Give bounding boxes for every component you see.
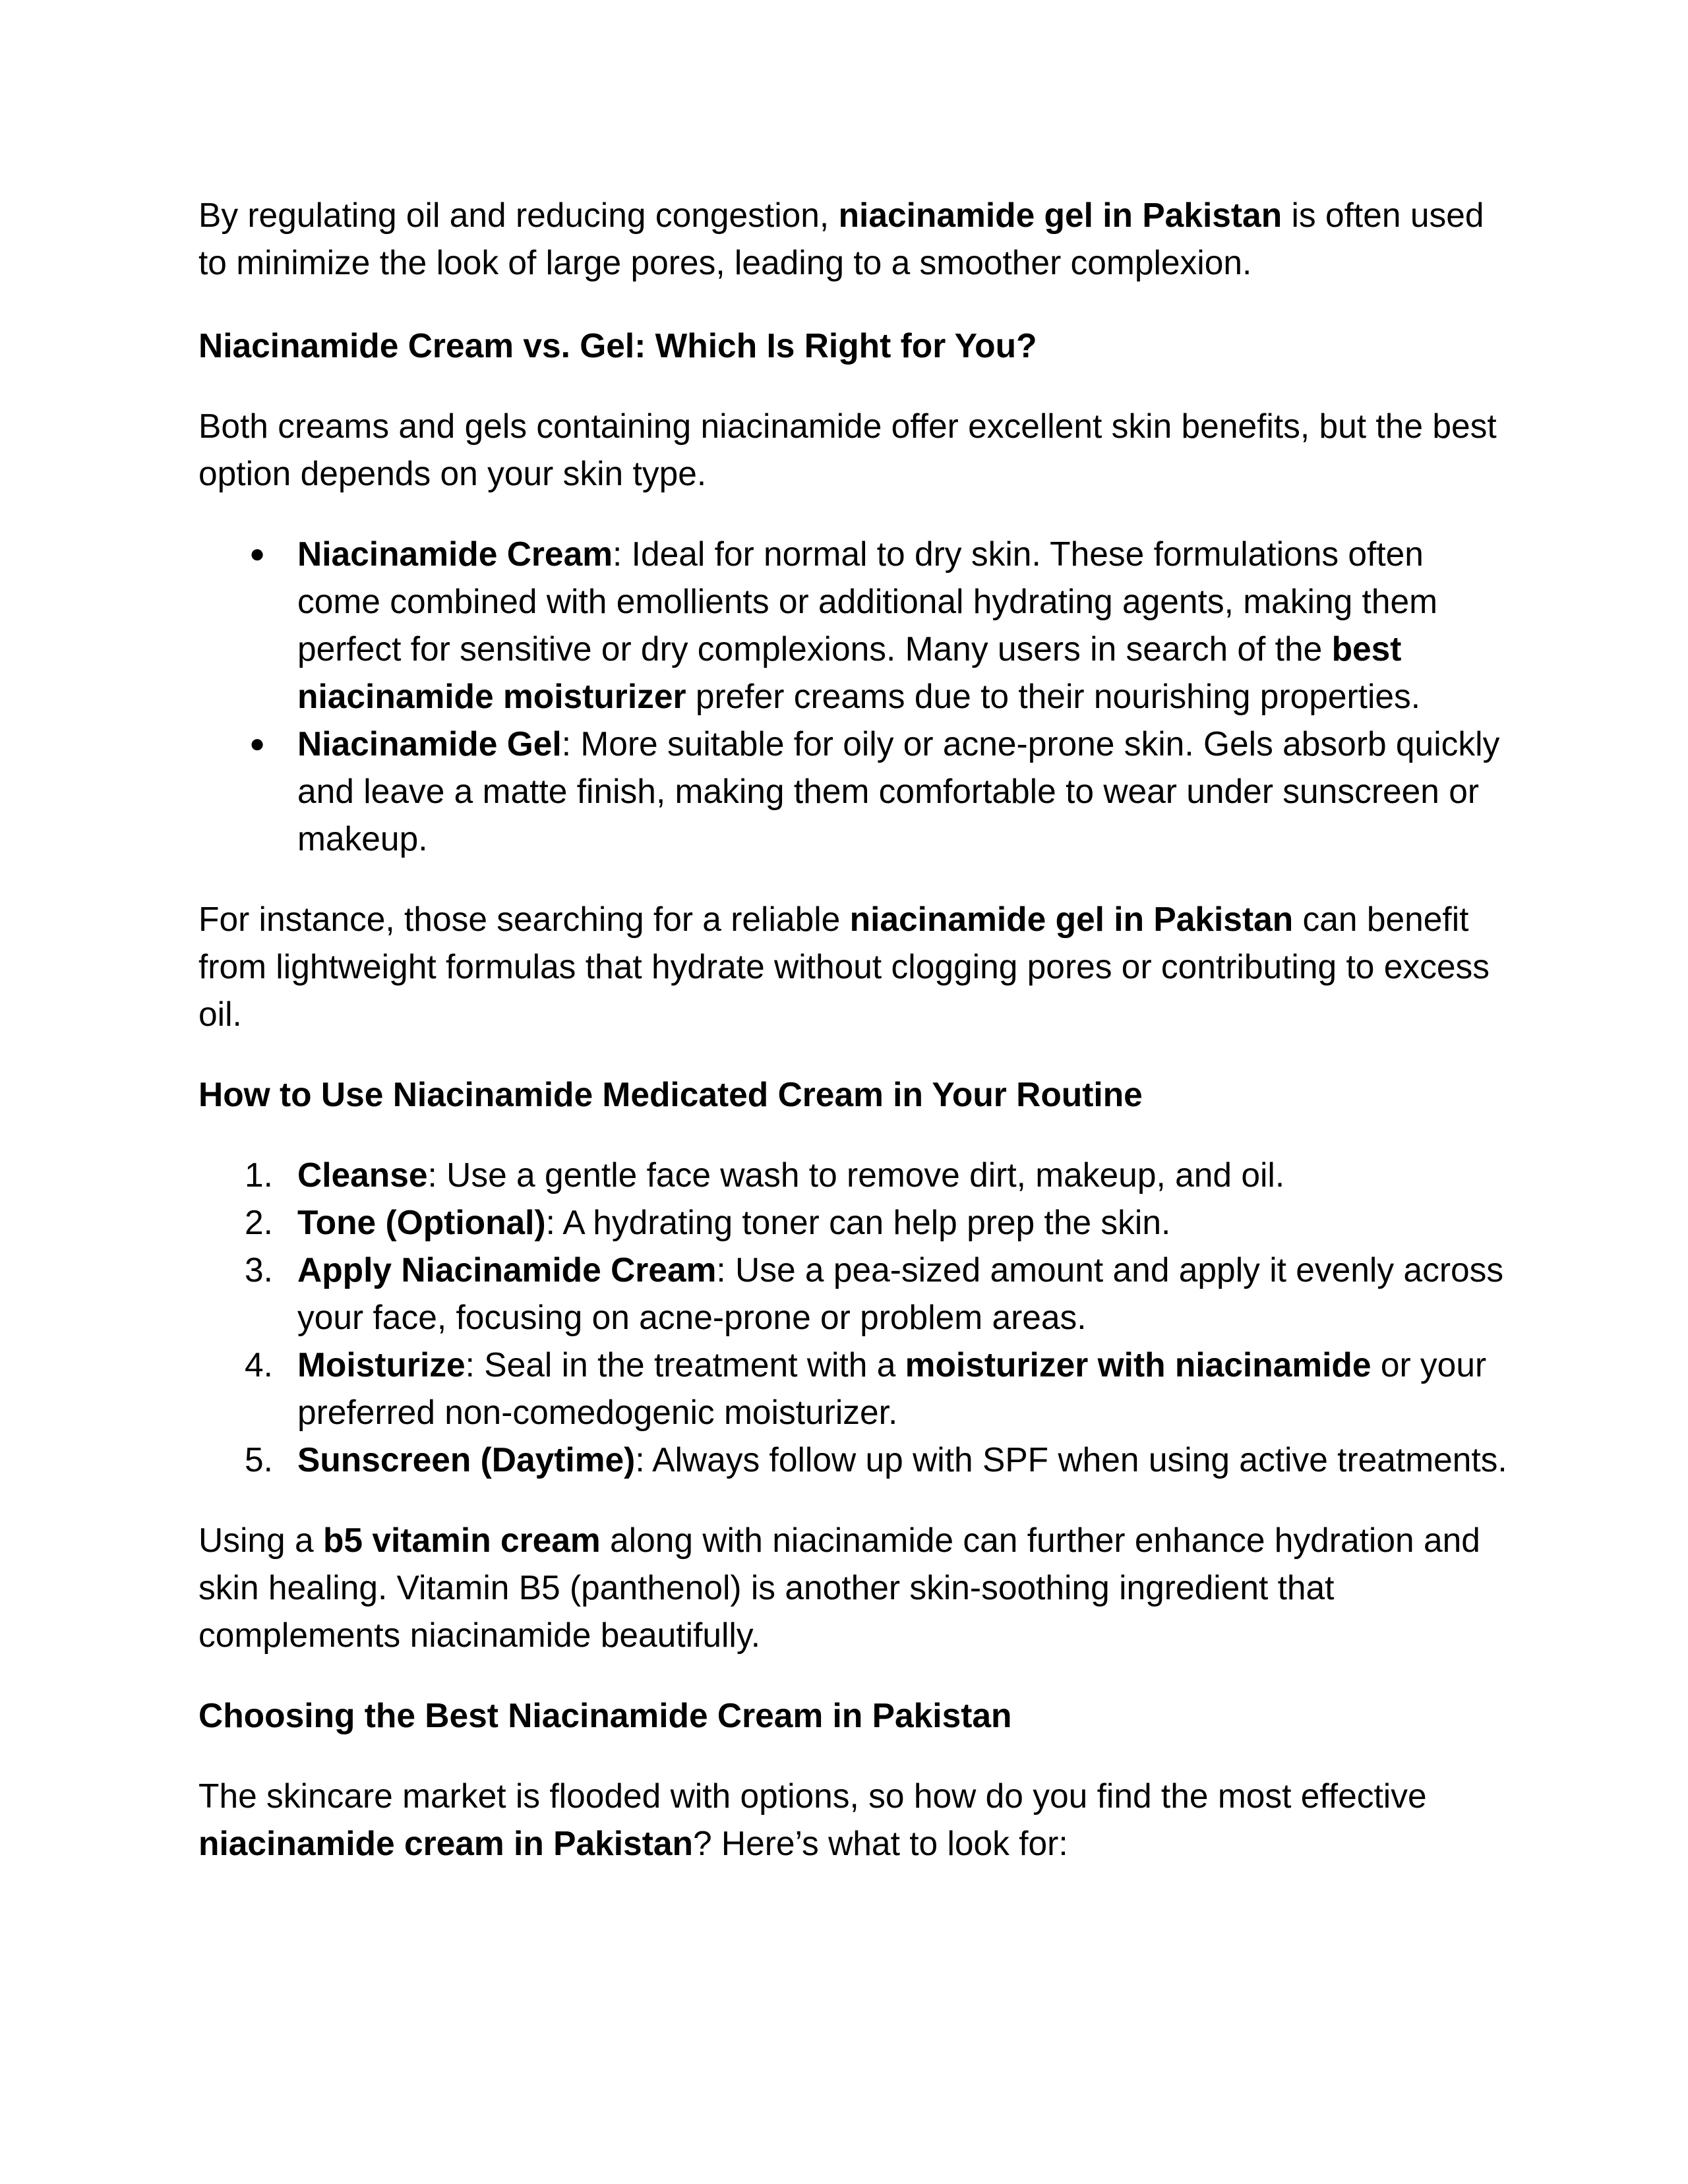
bullet-list-cream-gel xyxy=(198,530,1511,862)
text-segment: The skincare market is flooded with options, so how do you find the most effective xyxy=(198,1777,1427,1815)
text-segment: is often used to minimize the look of large pores, leading to a smoother complexion. xyxy=(198,196,1484,281)
step-number: 4. xyxy=(245,1345,273,1384)
numbered-list-routine xyxy=(198,1151,1511,1483)
keyword-niacinamide-cream: Niacinamide Cream xyxy=(297,535,613,573)
step-title: Cleanse xyxy=(297,1156,428,1194)
text-segment: prefer creams due to their nourishing properties. xyxy=(686,677,1421,715)
paragraph-both-creams: Both creams and gels containing niacinamide offer excellent skin benefits, but the best option depends on your skin type. xyxy=(198,407,1497,492)
paragraph-skincare-market xyxy=(198,1772,1511,1867)
keyword-moisturizer-with-niacinamide: moisturizer with niacinamide xyxy=(905,1345,1372,1384)
step-title: Apply Niacinamide Cream xyxy=(297,1251,717,1289)
list-item xyxy=(198,1341,1511,1436)
text-segment: By regulating oil and reducing congestion, xyxy=(198,196,839,234)
heading-how-to-use: How to Use Niacinamide Medicated Cream in Your Routine xyxy=(198,1075,1143,1113)
step-number: 2. xyxy=(245,1203,273,1241)
list-item xyxy=(198,1436,1511,1483)
list-item xyxy=(198,720,1511,862)
text-segment: : Use a gentle face wash to remove dirt, makeup, and oil. xyxy=(427,1156,1285,1194)
text-segment: : More suitable for oily or acne-prone skin. Gels absorb quickly and leave a matte finish, making them comfortable to wear under sunscreen or makeup. xyxy=(297,724,1500,858)
text-segment: : Always follow up with SPF when using active treatments. xyxy=(635,1440,1507,1479)
bullet-marker: ● xyxy=(249,729,266,758)
keyword-niacinamide-gel: niacinamide gel in Pakistan xyxy=(838,196,1282,234)
step-title: Moisturize xyxy=(297,1345,466,1384)
text-segment: : Seal in the treatment with a xyxy=(465,1345,905,1384)
keyword-niacinamide-gel: niacinamide gel in Pakistan xyxy=(849,900,1294,938)
step-number: 5. xyxy=(245,1440,273,1479)
list-item xyxy=(198,1151,1511,1198)
text-segment: For instance, those searching for a reliable xyxy=(198,900,850,938)
step-number: 1. xyxy=(245,1156,273,1194)
list-item xyxy=(198,1246,1511,1341)
paragraph-for-instance xyxy=(198,895,1511,1038)
text-segment: Using a xyxy=(198,1521,323,1559)
text-segment: ? Here’s what to look for: xyxy=(692,1824,1068,1862)
step-number: 3. xyxy=(245,1251,273,1289)
keyword-niacinamide-gel: Niacinamide Gel xyxy=(297,724,562,763)
paragraph-b5-vitamin xyxy=(198,1516,1511,1659)
keyword-b5-vitamin-cream: b5 vitamin cream xyxy=(322,1521,601,1559)
list-item xyxy=(198,1198,1511,1246)
text-segment: can benefit from lightweight formulas that hydrate without clogging pores or contributing to excess oil. xyxy=(198,900,1490,1033)
keyword-best-moisturizer: best niacinamide moisturizer xyxy=(297,630,1402,715)
step-title: Sunscreen (Daytime) xyxy=(297,1440,636,1479)
text-segment: : Ideal for normal to dry skin. These formulations often come combined with emollients or additional hydrating agents, making them perfect for sensitive or dry complexions. Many users in search of the xyxy=(297,535,1438,668)
text-segment: or your preferred non-comedogenic moisturizer. xyxy=(297,1345,1487,1431)
bullet-marker: ● xyxy=(249,539,266,568)
keyword-niacinamide-cream-pakistan: niacinamide cream in Pakistan xyxy=(198,1824,693,1862)
paragraph-pores xyxy=(198,191,1511,286)
step-title: Tone (Optional) xyxy=(297,1203,546,1241)
text-segment: : A hydrating toner can help prep the skin. xyxy=(545,1203,1171,1241)
text-segment: : Use a pea-sized amount and apply it evenly across your face, focusing on acne-prone or problem areas. xyxy=(297,1251,1504,1336)
list-item xyxy=(198,530,1511,720)
document-page xyxy=(198,191,1511,1867)
heading-choosing-best: Choosing the Best Niacinamide Cream in Pakistan xyxy=(198,1696,1012,1734)
text-segment: along with niacinamide can further enhance hydration and skin healing. Vitamin B5 (panthenol) is another skin-soothing ingredient that complements niacinamide beautifully. xyxy=(198,1521,1480,1654)
heading-cream-vs-gel: Niacinamide Cream vs. Gel: Which Is Right for You? xyxy=(198,326,1037,365)
